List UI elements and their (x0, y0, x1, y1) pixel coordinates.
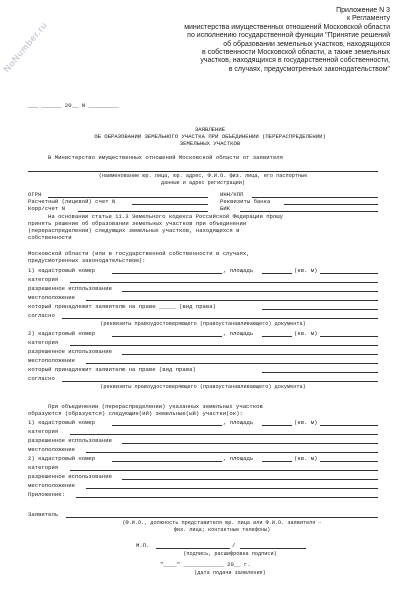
appendix-line: участков, находящихся в государственной собственности, (200, 57, 390, 65)
result2-location-field[interactable] (86, 488, 378, 489)
parcel2-location-field[interactable] (86, 363, 378, 364)
result1-area-field[interactable] (262, 425, 292, 426)
corr-account-field[interactable] (78, 211, 208, 212)
result2-cadastral-field[interactable] (112, 461, 222, 462)
result1-location-label: местоположение (28, 446, 75, 453)
signature-decoding-field[interactable] (240, 548, 306, 549)
parcel2-cadastral-label: 2) кадастровый номер (28, 330, 96, 337)
result2-area-field[interactable] (262, 461, 292, 462)
applicant-signature-field[interactable] (66, 517, 378, 518)
account-label: Расчетный (лицевой) счет N (28, 198, 116, 205)
account-field[interactable] (132, 204, 208, 205)
parcel2-cadastral-field[interactable] (112, 336, 222, 337)
parcel1-use-label: разрешенное использование (28, 285, 112, 292)
bik-field[interactable] (240, 211, 378, 212)
parcel1-cadastral-label: 1) кадастровый номер (28, 267, 96, 274)
result1-use-field[interactable] (122, 443, 378, 444)
appendix-header (130, 7, 390, 74)
parcel2-document-field[interactable] (62, 381, 378, 382)
addressee-line: В Министерство имущественных отношений Московской области от заявителя (48, 154, 283, 161)
result1-category-label: категория (28, 428, 59, 435)
parcel1-ownership-label: который принадлежит заявителю на праве _____ (вид права) (28, 303, 216, 310)
inn-label: ИНН/КПП (220, 191, 244, 198)
attachment-field[interactable] (76, 497, 378, 498)
doc-date-number: ___ ______ 20__ N _________ (28, 102, 119, 109)
parcel2-area-unit: (кв. м) (294, 330, 318, 337)
parcel1-document-caption: (реквизиты правоудостоверяющего (правоустанавливающего) документа) (100, 321, 306, 327)
applicant-caption: данные и адрес регистрации) (160, 180, 246, 186)
ogrn-label: ОГРН (28, 191, 42, 198)
parcel1-category-label: категория (28, 276, 59, 283)
bik-label: БИК (220, 205, 231, 212)
submission-date-field[interactable]: "____" ____________ 20__ г. (160, 561, 251, 568)
parcel2-document-caption: (реквизиты правоудостоверяющего (правоустанавливающего) документа) (100, 384, 306, 390)
result1-area-label: , площадь (223, 419, 254, 426)
body-text: На основании статьи 11.3 Земельного кодекса Российской Федерации прошу (48, 213, 283, 220)
bank-label: Реквизиты банка (220, 198, 271, 205)
result1-area-unit: (кв. м) (294, 419, 318, 426)
result2-category-label: категория (28, 464, 59, 471)
result1-category-field[interactable] (70, 434, 378, 435)
result2-area-unit: (кв. м) (294, 455, 318, 462)
result2-area-tail[interactable] (320, 461, 378, 462)
parcel1-area-label: , площадь (223, 267, 254, 274)
result1-use-label: разрешенное использование (28, 437, 112, 444)
appendix-line: к Регламенту (347, 15, 390, 23)
body-text: образуются (образуется) следующие(ий) земельные(ый) участки(ок): (28, 410, 243, 417)
appendix-line: об образовании земельных участков, находящихся (223, 40, 390, 48)
parcel2-location-label: местоположение (28, 357, 75, 364)
signature-field[interactable] (156, 548, 230, 549)
result1-area-tail[interactable] (320, 425, 378, 426)
parcel1-location-field[interactable] (86, 300, 378, 301)
result2-category-field[interactable] (70, 470, 378, 471)
body-text: Московской области (или в государственной собственности в случаях, (28, 250, 250, 257)
result2-use-label: разрешенное использование (28, 473, 112, 480)
corr-account-label: Корр/счет N (28, 205, 65, 212)
attachment-label: Приложение: (28, 491, 65, 498)
applicant-field[interactable] (28, 171, 378, 172)
body-text: (перераспределении) следующих земельных участков, находящихся в (28, 227, 240, 234)
result1-cadastral-label: 1) кадастровый номер (28, 419, 96, 426)
signature-caption: (подпись, расшифровка подписи) (183, 551, 277, 557)
bank-field[interactable] (284, 204, 378, 205)
parcel2-category-field[interactable] (70, 345, 378, 346)
submission-date-caption: (дата подачи заявления) (194, 570, 266, 576)
parcel2-use-field[interactable] (122, 354, 378, 355)
result2-area-label: , площадь (223, 455, 254, 462)
parcel2-ownership-field[interactable] (262, 372, 378, 373)
parcel1-area-field[interactable] (262, 273, 292, 274)
appendix-line: Приложение N 3 (336, 7, 390, 14)
body-text: При объединении (перераспределении) указанных земельных участков (48, 403, 263, 410)
body-text: собственности (28, 234, 72, 241)
applicant-signature-caption: физ. лица; контактные телефоны) (173, 527, 271, 533)
applicant-signature-caption: (Ф.И.О., должность представителя юр. лица или Ф.И.О. заявителя - (122, 520, 322, 526)
parcel2-category-label: категория (28, 339, 59, 346)
appendix-line: по исполнению государственной функции "Принятие решений (187, 32, 390, 40)
body-text: принять решение об образовании земельных участков при объединении (28, 220, 247, 227)
parcel2-use-label: разрешенное использование (28, 348, 112, 355)
parcel2-area-field[interactable] (262, 336, 292, 337)
inn-field[interactable] (252, 197, 378, 198)
parcel1-ownership-field[interactable] (262, 309, 378, 310)
appendix-line: министерства имущественных отношений Московской области (184, 23, 390, 31)
signature-slash: / (232, 542, 236, 549)
parcel2-area-tail[interactable] (320, 336, 378, 337)
body-text: предусмотренных законодательством): (28, 257, 146, 264)
parcel1-document-field[interactable] (62, 318, 378, 319)
watermark: NoNumber.ru (1, 19, 50, 75)
result1-cadastral-field[interactable] (112, 425, 222, 426)
parcel2-area-label: , площадь (223, 330, 254, 337)
parcel1-cadastral-field[interactable] (112, 273, 222, 274)
parcel1-use-field[interactable] (122, 291, 378, 292)
parcel2-agreed-label: согласно (28, 375, 55, 382)
parcel1-location-label: местоположение (28, 294, 75, 301)
parcel1-agreed-label: согласно (28, 312, 55, 319)
appendix-line: в собственности Московской области, а также земельных (202, 49, 390, 57)
title-statement: ЗАЯВЛЕНИЕ (194, 126, 226, 133)
parcel1-category-field[interactable] (70, 282, 378, 283)
parcel2-ownership-label: который принадлежит заявителю на праве (вид права) (28, 366, 196, 373)
result2-use-field[interactable] (122, 479, 378, 480)
parcel1-area-unit: (кв. м) (294, 267, 318, 274)
result2-location-label: местоположение (28, 482, 75, 489)
result1-location-field[interactable] (86, 452, 378, 453)
stamp-label: М.П. (136, 542, 150, 549)
result2-cadastral-label: 2) кадастровый номер (28, 455, 96, 462)
applicant-label: Заявитель (28, 511, 59, 518)
title-subject: ОБ ОБРАЗОВАНИИ ЗЕМЕЛЬНОГО УЧАСТКА ПРИ ОБЪЕДИНЕНИИ (ПЕРЕРАСПРЕДЕЛЕНИИ) (94, 133, 326, 140)
parcel1-area-tail[interactable] (320, 273, 378, 274)
appendix-line: в случаях, предусмотренных законодательством" (228, 65, 390, 73)
applicant-caption: (наименование юр. лица, юр. адрес, Ф.И.О. физ. лица, его паспортные (98, 173, 308, 179)
title-subject-2: ЗЕМЕЛЬНЫХ УЧАСТКОВ (179, 140, 241, 147)
